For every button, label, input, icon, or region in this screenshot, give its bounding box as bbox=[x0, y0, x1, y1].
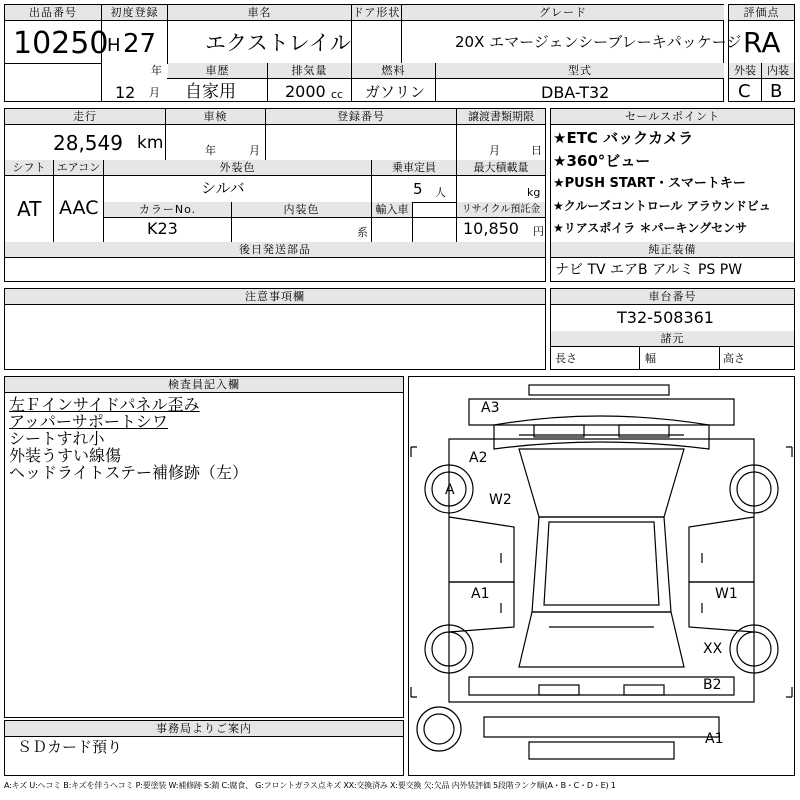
chassis-no-value: T32-508361 bbox=[617, 308, 714, 327]
reg-no-label: 登録番号 bbox=[266, 109, 456, 125]
capacity-value: 5 bbox=[413, 180, 423, 198]
aircon-label: エアコン bbox=[54, 160, 103, 176]
month-unit: 月 bbox=[149, 86, 160, 99]
history-value: 自家用 bbox=[185, 82, 236, 102]
chassis-block bbox=[550, 288, 795, 370]
damage-mark-a: A bbox=[445, 482, 455, 498]
interior-color-label: 内装色 bbox=[232, 202, 371, 218]
kei-unit: 系 bbox=[357, 226, 368, 239]
genuine-equipment-label: 純正装備 bbox=[551, 242, 794, 258]
office-notice-label: 事務局よりご案内 bbox=[5, 721, 403, 737]
inspection-month-unit: 月 bbox=[249, 144, 260, 157]
inspection-year-unit: 年 bbox=[205, 144, 216, 157]
grade-value: 20X エマージェンシーブレーキパッケージ bbox=[455, 33, 742, 51]
vehicle-info-block bbox=[4, 108, 546, 282]
shift-label: シフト bbox=[5, 160, 53, 176]
exterior-color-label: 外装色 bbox=[104, 160, 371, 176]
sales-points-label: セールスポイント bbox=[551, 109, 794, 125]
door-type-label: ドア形状 bbox=[352, 6, 401, 19]
fuel-label: 燃料 bbox=[352, 63, 435, 79]
width-label: 幅 bbox=[645, 352, 656, 365]
chassis-no-label: 車台番号 bbox=[551, 289, 794, 305]
damage-mark-w2: W2 bbox=[489, 492, 512, 508]
damage-mark-a1-bottom: A1 bbox=[705, 731, 724, 747]
mileage-label: 走行 bbox=[5, 109, 165, 125]
inspector-note: 外装うすい線傷 bbox=[9, 446, 122, 465]
office-notice-value: ＳＤカード預り bbox=[17, 738, 123, 756]
grade-label: グレード bbox=[402, 5, 724, 21]
transfer-deadline-label: 譲渡書類期限 bbox=[457, 109, 545, 125]
capacity-label: 乗車定員 bbox=[372, 160, 456, 176]
notes-block bbox=[4, 288, 546, 370]
inspector-notes-label: 検査員記入欄 bbox=[5, 377, 403, 393]
sales-points-block bbox=[550, 108, 795, 282]
car-name: エクストレイル bbox=[205, 31, 351, 55]
sales-point-item: ★クルーズコントロール アラウンドビュ bbox=[553, 199, 771, 213]
damage-mark-a3: A3 bbox=[481, 400, 500, 416]
interior-grade: B bbox=[770, 81, 783, 102]
import-label: 輸入車 bbox=[372, 202, 412, 218]
notes-label: 注意事項欄 bbox=[5, 289, 545, 305]
reg-year: 27 bbox=[123, 29, 157, 59]
inspector-note: シートすれ小 bbox=[9, 429, 105, 448]
exterior-grade: C bbox=[738, 81, 751, 102]
exterior-color-value: シルバ bbox=[201, 179, 245, 197]
km-unit: km bbox=[137, 133, 164, 153]
damage-mark-a2: A2 bbox=[469, 450, 488, 466]
length-label: 長さ bbox=[555, 352, 577, 365]
color-no-label: カラーNo. bbox=[104, 202, 231, 218]
header-block bbox=[4, 4, 742, 102]
person-unit: 人 bbox=[435, 186, 446, 199]
damage-mark-xx: XX bbox=[703, 641, 723, 657]
model-label: 型式 bbox=[436, 63, 724, 79]
inspector-note: アッパーサポートシワ bbox=[9, 412, 168, 431]
displacement-label: 排気量 bbox=[268, 63, 351, 79]
max-load-label: 最大積載量 bbox=[457, 160, 545, 176]
reg-month: 12 bbox=[115, 83, 136, 102]
later-parts-label: 後日発送部品 bbox=[5, 242, 545, 258]
inspector-note: 左Ｆインサイドパネル歪み bbox=[9, 395, 200, 414]
car-name-label: 車名 bbox=[168, 5, 351, 21]
inspection-label: 車検 bbox=[166, 109, 265, 125]
history-label: 車歴 bbox=[168, 63, 267, 79]
damage-mark-w1: W1 bbox=[715, 586, 738, 602]
lot-number: 10250 bbox=[13, 26, 109, 61]
recycle-value: 10,850 bbox=[463, 219, 519, 238]
inspector-notes-block bbox=[4, 376, 404, 718]
shift-value: AT bbox=[17, 197, 42, 221]
height-label: 高さ bbox=[723, 352, 745, 365]
legend-text: A:キズ U:ヘコミ B:キズを伴うヘコミ P:要塗装 W:補修跡 S:錆 C:腐食、 G:フロントガラス点キズ XX:交換済み X:要交換 欠:欠品 内外装評価 5段階ランク順(A・B・C・D・E) 1 bbox=[4, 781, 616, 790]
lot-no-label: 出品番号 bbox=[5, 5, 101, 21]
mileage-value: 28,549 bbox=[53, 131, 123, 155]
damage-diagram bbox=[408, 376, 795, 776]
sales-point-item: ★ETC バックカメラ bbox=[553, 129, 694, 147]
fuel-value: ガソリン bbox=[365, 83, 426, 101]
year-unit: 年 bbox=[151, 64, 162, 77]
damage-mark-a1-left: A1 bbox=[471, 586, 490, 602]
exterior-label: 外装 bbox=[729, 63, 761, 79]
score-value: RA bbox=[743, 26, 781, 59]
score-block bbox=[728, 4, 795, 102]
damage-mark-b2: B2 bbox=[703, 677, 722, 693]
sales-point-item: ★リアスポイラ ＊パーキングセンサ bbox=[553, 221, 748, 235]
cc-unit: cc bbox=[331, 88, 344, 101]
yen-unit: 円 bbox=[533, 225, 544, 238]
sales-point-item: ★360°ビュー bbox=[553, 152, 651, 170]
deadline-month-unit: 月 bbox=[489, 144, 500, 157]
era: H bbox=[107, 35, 121, 56]
displacement-value: 2000 bbox=[285, 82, 326, 101]
deadline-day-unit: 日 bbox=[531, 144, 542, 157]
recycle-label: リサイクル預託金 bbox=[457, 202, 545, 218]
dimensions-label: 諸元 bbox=[551, 331, 794, 347]
inspector-note: ヘッドライトステー補修跡（左） bbox=[9, 463, 249, 482]
kg-unit: kg bbox=[527, 186, 541, 199]
office-notice-block bbox=[4, 720, 404, 776]
car-outline-diagram bbox=[409, 377, 794, 775]
first-reg-label: 初度登録 bbox=[102, 5, 167, 21]
model-value: DBA-T32 bbox=[541, 83, 610, 102]
genuine-equipment-value: ナビ TV エアB アルミ PS PW bbox=[555, 262, 743, 278]
interior-label: 内装 bbox=[762, 63, 794, 79]
aircon-value: AAC bbox=[59, 197, 99, 219]
color-no-value: K23 bbox=[147, 219, 178, 238]
sales-point-item: ★PUSH START・スマートキー bbox=[553, 176, 746, 191]
score-label: 評価点 bbox=[729, 5, 794, 21]
